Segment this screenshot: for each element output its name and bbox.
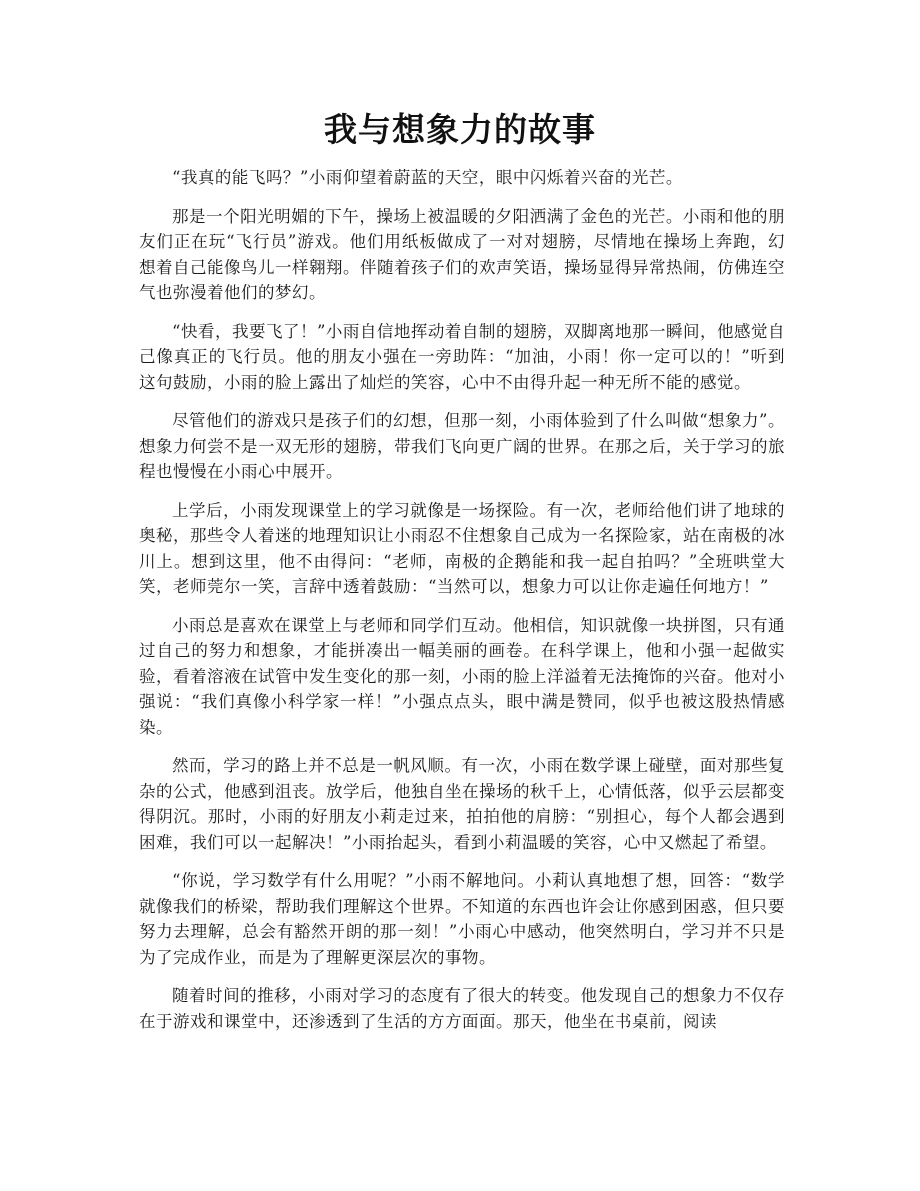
- paragraph: 那是一个阳光明媚的下午，操场上被温暖的夕阳洒满了金色的光芒。小雨和他的朋友们正在玩“飞行员”游戏。他们用纸板做成了一对对翅膀，尽情地在操场上奔跑，幻想着自己能像鸟儿一样翱翔。伴随着孩子们的欢声笑语，操场显得异常热闹，仿佛连空气也弥漫着他们的梦幻。: [139, 206, 785, 302]
- document-body: [139, 165, 785, 1047]
- paragraph: “快看，我要飞了！”小雨自信地挥动着自制的翅膀，双脚离地那一瞬间，他感觉自己像真正的飞行员。他的朋友小强在一旁助阵：“加油，小雨！你一定可以的！”听到这句鼓励，小雨的脸上露出了灿烂的笑容，心中不由得升起一种无所不能的感觉。: [139, 321, 785, 392]
- paragraph: 小雨总是喜欢在课堂上与老师和同学们互动。他相信，知识就像一块拼图，只有通过自己的努力和想象，才能拼凑出一幅美丽的画卷。在科学课上，他和小强一起做实验，看着溶液在试管中发生变化的那一刻，小雨的脸上洋溢着无法掩饰的兴奋。他对小强说：“我们真像小科学家一样！”小强点点头，眼中满是赞同，似乎也被这股热情感染。: [139, 615, 785, 737]
- paragraph: “你说，学习数学有什么用呢？”小雨不解地问。小莉认真地想了想，回答：“数学就像我们的桥梁，帮助我们理解这个世界。不知道的东西也许会让你感到困惑，但只要努力去理解，总会有豁然开朗的那一刻！”小雨心中感动，他突然明白，学习并不只是为了完成作业，而是为了理解更深层次的事物。: [139, 871, 785, 967]
- paragraph: 尽管他们的游戏只是孩子们的幻想，但那一刻，小雨体验到了什么叫做“想象力”。想象力何尝不是一双无形的翅膀，带我们飞向更广阔的世界。在那之后，关于学习的旅程也慢慢在小雨心中展开。: [139, 411, 785, 481]
- paragraph: 随着时间的推移，小雨对学习的态度有了很大的转变。他发现自己的想象力不仅存在于游戏和课堂中，还渗透到了生活的方方面面。那天，他坐在书桌前，阅读: [139, 986, 785, 1031]
- document-title: 我与想象力的故事: [324, 110, 596, 149]
- paragraph: 然而，学习的路上并不总是一帆风顺。有一次，小雨在数学课上碰壁，面对那些复杂的公式，他感到沮丧。放学后，他独自坐在操场的秋千上，心情低落，似乎云层都变得阴沉。那时，小雨的好朋友小莉走过来，拍拍他的肩膀：“别担心，每个人都会遇到困难，我们可以一起解决！”小雨抬起头，看到小莉温暖的笑容，心中又燃起了希望。: [139, 756, 785, 852]
- paragraph: “我真的能飞吗？”小雨仰望着蔚蓝的天空，眼中闪烁着兴奋的光芒。: [172, 168, 683, 187]
- paragraph: 上学后，小雨发现课堂上的学习就像是一场探险。有一次，老师给他们讲了地球的奥秘，那些令人着迷的地理知识让小雨忍不住想象自己成为一名探险家，站在南极的冰川上。想到这里，他不由得问：“老师，南极的企鹅能和我一起自拍吗？”全班哄堂大笑，老师莞尔一笑，言辞中透着鼓励：“当然可以，想象力可以让你走遍任何地方！”: [139, 500, 785, 596]
